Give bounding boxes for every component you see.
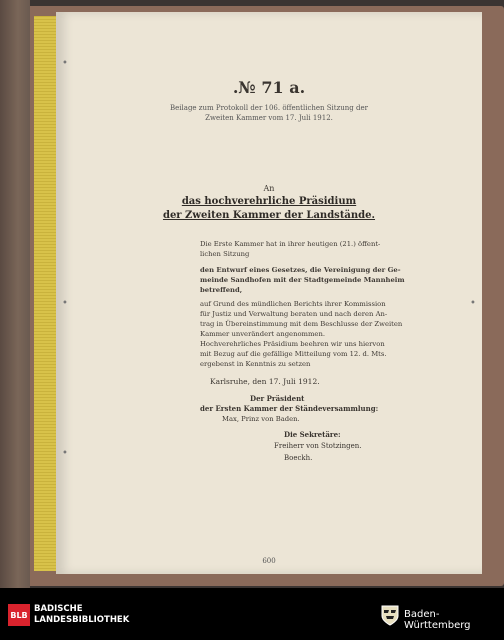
body-line-7: ergebenst in Kenntnis zu setzen	[200, 360, 311, 368]
address-an: An	[263, 184, 275, 193]
bill-line-2: meinde Sandhofen mit der Stadtgemeinde Mannheim	[200, 276, 405, 284]
intro-line-2: lichen Sitzung	[200, 250, 250, 258]
intro-line-1: Die Erste Kammer hat in ihrer heutigen (21.) öffent-	[200, 240, 381, 248]
body-line-6: mit Bezug auf die gefällige Mitteilung vom 12. d. Mts.	[200, 350, 387, 358]
secretaries-title: Die Sekretäre:	[284, 430, 341, 439]
secretary-name-1: Freiherr von Stotzingen.	[274, 442, 362, 450]
library-name[interactable]	[34, 604, 129, 626]
address-line-2: der Zweiten Kammer der Landstände.	[162, 210, 376, 221]
body-line-3: trag in Übereinstimmung mit dem Beschlusse der Zweiten	[200, 320, 403, 328]
baden-wuerttemberg-crest-icon[interactable]	[380, 604, 400, 626]
blb-logo[interactable]: BLB	[8, 604, 30, 626]
secretary-name-2: Boeckh.	[284, 454, 313, 462]
signature-title-2: der Ersten Kammer der Ständeversammlung:	[200, 404, 379, 413]
bill-line-3: betreffend,	[200, 286, 243, 294]
signature-title-1: Der Präsident	[250, 394, 305, 403]
subtitle-line-1: Beilage zum Protokoll der 106. öffentlichen Sitzung der	[170, 104, 368, 112]
body-line-4: Kammer unverändert angenommen.	[200, 330, 325, 338]
margin-mark: •	[62, 448, 68, 459]
page-number: 600	[262, 557, 276, 565]
state-name[interactable]: Baden-Württemberg	[404, 609, 471, 631]
library-name-line-2: LANDESBIBLIOTHEK	[34, 615, 130, 625]
margin-mark: •	[470, 298, 476, 309]
body-line-2: für Justiz und Verwaltung beraten und nach deren An-	[200, 310, 388, 318]
document-number: .№ 71 a.	[232, 78, 306, 97]
document-page	[56, 12, 482, 574]
library-name-line-1: BADISCHE	[34, 604, 83, 614]
subtitle-line-2: Zweiten Kammer vom 17. Juli 1912.	[205, 114, 333, 122]
signature-name: Max, Prinz von Baden.	[222, 415, 300, 423]
body-line-1: auf Grund des mündlichen Berichts ihrer Kommission	[200, 300, 386, 308]
margin-mark: •	[62, 298, 68, 309]
body-line-5: Hochverehrliches Präsidium beehren wir uns hiervon	[200, 340, 385, 348]
book-spine	[0, 0, 30, 588]
place-date: Karlsruhe, den 17. Juli 1912.	[210, 377, 320, 386]
address-line-1: das hochverehrliche Präsidium	[181, 196, 357, 207]
bill-line-1: den Entwurf eines Gesetzes, die Vereinigung der Ge-	[200, 266, 401, 274]
margin-mark: •	[62, 58, 68, 69]
